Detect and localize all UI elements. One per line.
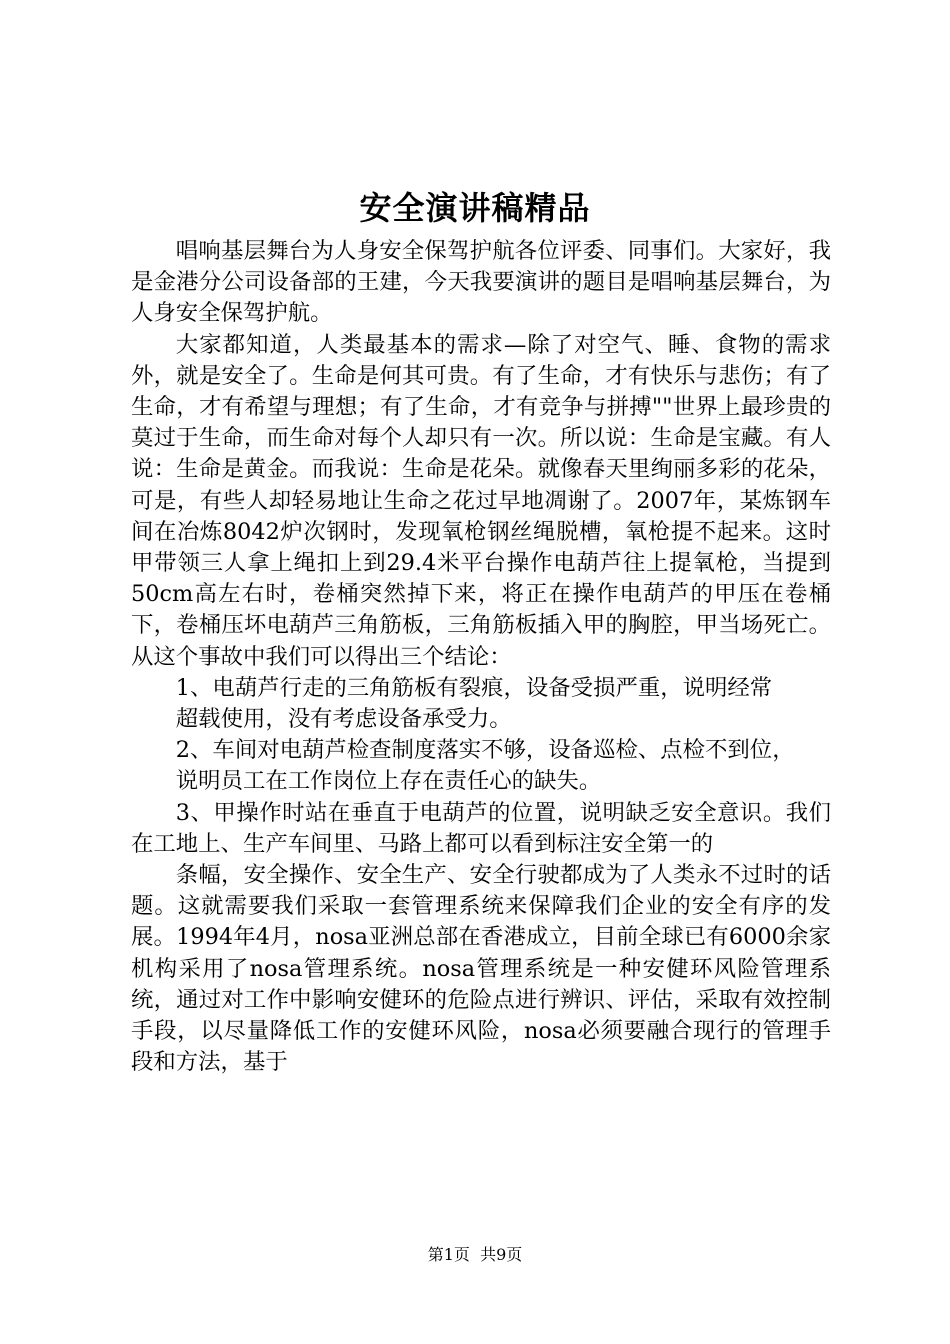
page-footer xyxy=(0,1244,950,1266)
footer-spacer xyxy=(470,1245,480,1264)
conclusion-1-continued: 超载使用，没有考虑设备承受力。 xyxy=(175,706,512,733)
paragraph-story: 大家都知道，人类最基本的需求—除了对空气、睡、食物的需求外，就是安全了。生命是何其可贵。有了生命，才有快乐与悲伤；有了生命，才有希望与理想；有了生命，才有竞争与拼搏""世界上最珍贵的莫过于生命，而生命对每个人却只有一次。所以说：生命是宝藏。有人说：生命是黄金。而我说：生命是花朵。就像春天里绚丽多彩的花朵，可是，有些人却轻易地让生命之花过早地凋谢了。2007年，某炼钢车间在冶炼8042炉次钢时，发现氧枪钢丝绳脱槽，氧枪提不起来。这时甲带领三人拿上绳扣上到29.4米平台操作电葫芦往上提氧枪，当提到50cm高左右时，卷桶突然掉下来，将正在操作电葫芦的甲压在卷桶下，卷桶压坏电葫芦三角筋板，三角筋板插入甲的胸腔，甲当场死亡。从这个事故中我们可以得出三个结论： xyxy=(131,331,831,670)
conclusion-2: 2、车间对电葫芦检查制度落实不够，设备巡检、点检不到位， xyxy=(175,737,795,764)
paragraph-intro: 唱响基层舞台为人身安全保驾护航各位评委、同事们。大家好，我是金港分公司设备部的王建，今天我要演讲的题目是唱响基层舞台，为人身安全保驾护航。 xyxy=(131,238,831,327)
page-number: 第1页 xyxy=(427,1245,470,1264)
conclusion-1: 1、电葫芦行走的三角筋板有裂痕，设备受损严重，说明经常 xyxy=(175,674,773,701)
document-body xyxy=(131,236,831,1078)
page-title: 安全演讲稿精品 xyxy=(359,189,591,227)
conclusion-3: 3、甲操作时站在垂直于电葫芦的位置，说明缺乏安全意识。我们在工地上、生产车间里、马路上都可以看到标注安全第一的 xyxy=(131,799,831,857)
page-total: 共9页 xyxy=(480,1245,523,1264)
conclusion-2-continued: 说明员工在工作岗位上存在责任心的缺失。 xyxy=(175,768,602,795)
paragraph-nosa: 条幅，安全操作、安全生产、安全行驶都成为了人类永不过时的话题。这就需要我们采取一套管理系统来保障我们企业的安全有序的发展。1994年4月，nosa亚洲总部在香港成立，目前全球已有6000余家机构采用了nosa管理系统。nosa管理系统是一种安健环风险管理系统，通过对工作中影响安健环的危险点进行辨识、评估，采取有效控制手段，以尽量降低工作的安健环风险，nosa必须要融合现行的管理手段和方法，基于 xyxy=(131,862,831,1076)
